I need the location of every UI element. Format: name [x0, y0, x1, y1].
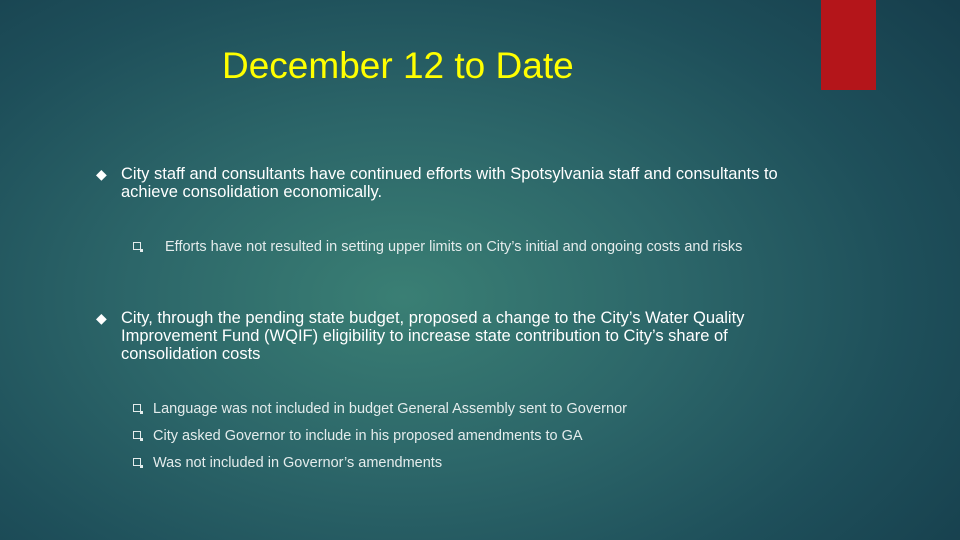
square-checkbox-icon	[133, 242, 141, 250]
diamond-icon: ◆	[96, 166, 107, 182]
bullet-item	[96, 165, 796, 201]
sub-bullet-text: City asked Governor to include in his proposed amendments to GA	[153, 428, 583, 444]
diamond-icon: ◆	[96, 310, 107, 326]
sub-bullet-item	[133, 427, 773, 445]
sub-bullet-text: Language was not included in budget General Assembly sent to Governor	[153, 401, 627, 417]
bullet-item	[96, 309, 796, 363]
sub-bullet-item	[133, 400, 773, 418]
accent-bar	[821, 0, 876, 90]
sub-bullet-item	[133, 454, 773, 472]
sub-bullet-text: Efforts have not resulted in setting upper limits on City’s initial and ongoing costs and risks	[165, 239, 743, 255]
sub-bullet-item	[133, 238, 793, 256]
square-checkbox-icon	[133, 404, 141, 412]
bullet-text: City, through the pending state budget, proposed a change to the City’s Water Quality Improvement Fund (WQIF) eligibility to increase state contribution to City’s share of consolidation costs	[121, 309, 745, 363]
sub-bullet-text: Was not included in Governor’s amendments	[153, 455, 443, 471]
slide-title: December 12 to Date	[222, 45, 574, 86]
square-checkbox-icon	[133, 431, 141, 439]
square-checkbox-icon	[133, 458, 141, 466]
bullet-text: City staff and consultants have continued efforts with Spotsylvania staff and consultants to achieve consolidation economically.	[121, 165, 778, 201]
